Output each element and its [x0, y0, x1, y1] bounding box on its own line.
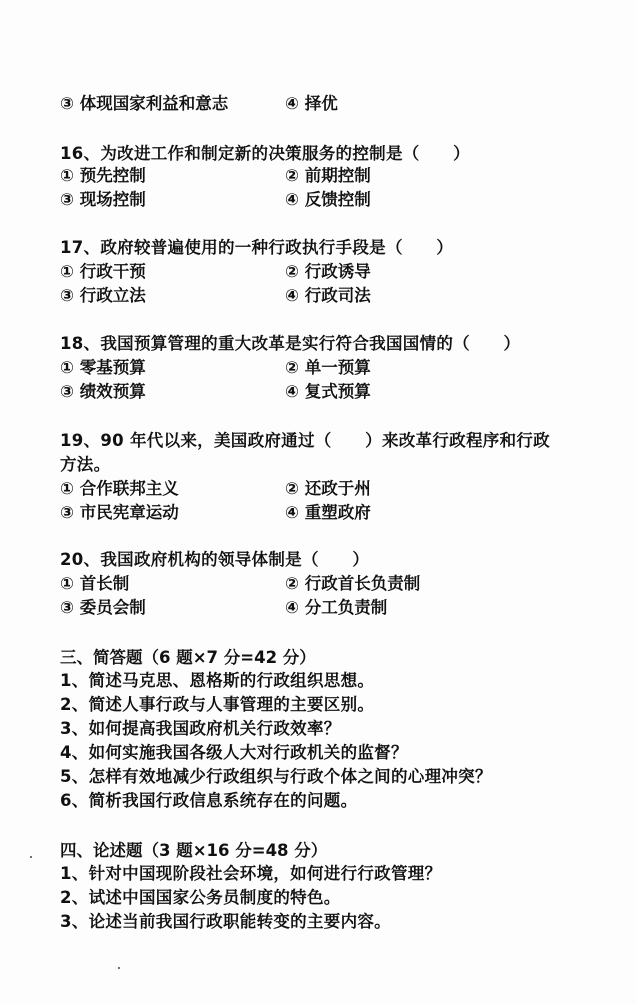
- q18-stem: 18、我国预算管理的重大改革是实行符合我国国情的（ ）: [60, 334, 521, 353]
- section3-item-2: 2、简述人事行政与人事管理的主要区别。: [60, 695, 375, 714]
- q20-option-4: ④ 分工负责制: [285, 598, 388, 617]
- q19-option-3: ③ 市民宪章运动: [60, 503, 179, 522]
- q15-options-row: [60, 92, 600, 116]
- q16-stem: 16、为改进工作和制定新的决策服务的控制是（ ）: [60, 144, 470, 163]
- q19-option-1: ① 合作联邦主义: [60, 479, 179, 498]
- q16-options-row-1: [60, 164, 600, 188]
- section3-item-4: 4、如何实施我国各级人大对行政机关的监督？: [60, 743, 408, 762]
- section3-title: 三、简答题（6 题×7 分=42 分）: [60, 648, 316, 667]
- q17-options-row-1: [60, 260, 600, 284]
- q16-option-1: ① 预先控制: [60, 166, 146, 185]
- q18-options-row-1: [60, 356, 600, 380]
- q18-option-4: ④ 复式预算: [285, 382, 371, 401]
- section4-item-3: 3、论述当前我国行政职能转变的主要内容。: [60, 912, 391, 931]
- q15-option-4: ④ 择优: [285, 94, 338, 113]
- q17-options-row-2: [60, 284, 600, 308]
- q19-stem-line1: 19、90 年代以来，美国政府通过（ ）来改革行政程序和行政: [60, 431, 550, 450]
- q18-option-1: ① 零基预算: [60, 358, 146, 377]
- q17-option-2: ② 行政诱导: [285, 262, 371, 281]
- q19-stem-line2: 方法。: [60, 455, 111, 474]
- q20-option-1: ① 首长制: [60, 574, 130, 593]
- q17-option-1: ① 行政干预: [60, 262, 146, 281]
- q19-options-row-1: [60, 477, 600, 501]
- q19-option-4: ④ 重塑政府: [285, 503, 371, 522]
- section4-item-2: 2、试述中国国家公务员制度的特色。: [60, 888, 341, 907]
- q18-options-row-2: [60, 380, 600, 404]
- q18-option-2: ② 单一预算: [285, 358, 371, 377]
- q17-option-3: ③ 行政立法: [60, 286, 146, 305]
- section4-title: 四、论述题（3 题×16 分=48 分）: [60, 841, 328, 860]
- section3-item-5: 5、怎样有效地减少行政组织与行政个体之间的心理冲突？: [60, 767, 492, 786]
- q20-stem: 20、我国政府机构的领导体制是（ ）: [60, 550, 370, 569]
- q16-option-4: ④ 反馈控制: [285, 190, 371, 209]
- q16-option-3: ③ 现场控制: [60, 190, 146, 209]
- q16-option-2: ② 前期控制: [285, 166, 371, 185]
- q19-option-2: ② 还政于州: [285, 479, 371, 498]
- q20-options-row-1: [60, 572, 600, 596]
- section3-item-3: 3、如何提高我国政府机关行政效率？: [60, 719, 341, 738]
- q20-options-row-2: [60, 596, 600, 620]
- q19-options-row-2: [60, 501, 600, 525]
- q17-stem: 17、政府较普遍使用的一种行政执行手段是（ ）: [60, 238, 454, 257]
- q20-option-2: ② 行政首长负责制: [285, 574, 421, 593]
- q20-option-3: ③ 委员会制: [60, 598, 146, 617]
- section3-item-1: 1、简述马克思、恩格斯的行政组织思想。: [60, 671, 375, 690]
- scan-speck: [30, 856, 32, 858]
- scan-speck: [118, 967, 120, 969]
- q18-option-3: ③ 绩效预算: [60, 382, 146, 401]
- section4-item-1: 1、针对中国现阶段社会环境，如何进行行政管理？: [60, 864, 442, 883]
- q16-options-row-2: [60, 188, 600, 212]
- q17-option-4: ④ 行政司法: [285, 286, 371, 305]
- q15-option-3: ③ 体现国家利益和意志: [60, 94, 229, 113]
- section3-item-6: 6、简析我国行政信息系统存在的问题。: [60, 791, 358, 810]
